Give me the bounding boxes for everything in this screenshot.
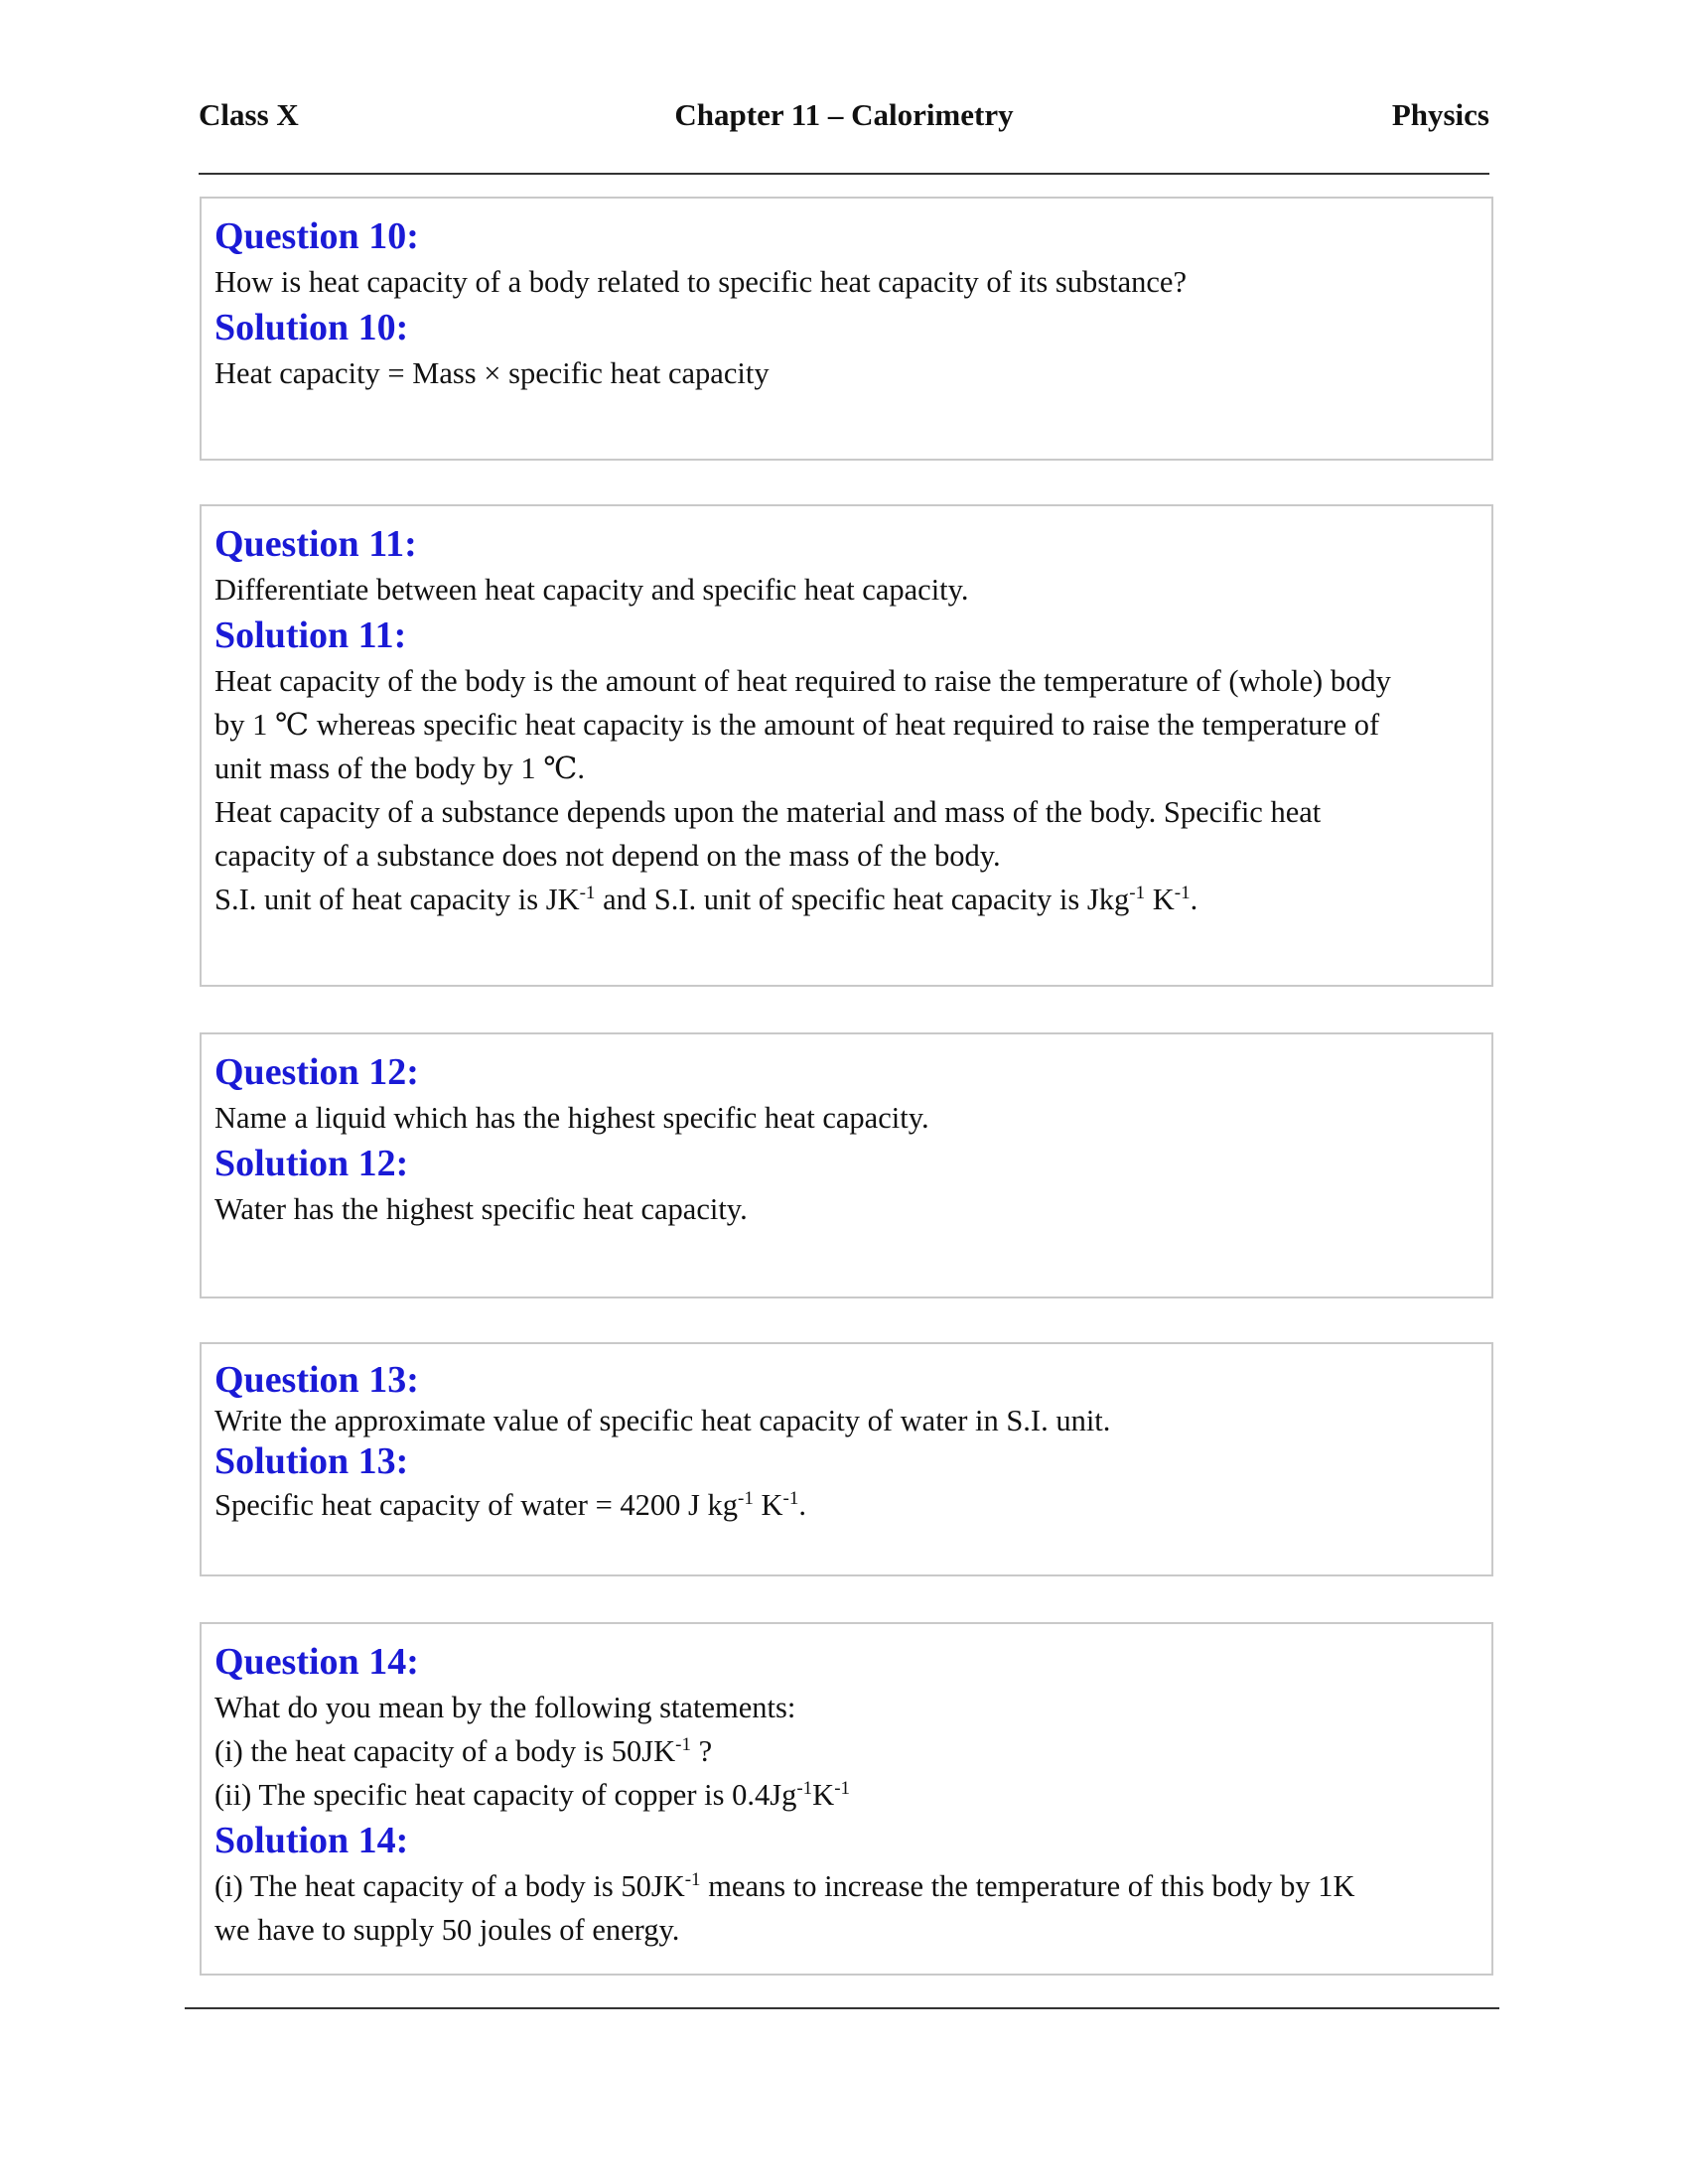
question-12-box [200,1032,1493,1298]
solution-11-line: Heat capacity of the body is the amount of heat required to raise the temperature of (whole) body [214,664,1391,698]
solution-14-line: we have to supply 50 joules of energy. [214,1913,680,1947]
solution-13-text: Specific heat capacity of water = 4200 J $kg^{-1}$ $K^{-1}$. [214,1487,806,1522]
question-14-heading: Question 14: [214,1641,419,1683]
header-divider [199,173,1489,175]
solution-11-line: capacity of a substance does not depend on the mass of the body. [214,839,1001,873]
question-14-text: What do you mean by the following statements: [214,1691,796,1724]
question-12-text: Name a liquid which has the highest specific heat capacity. [214,1101,929,1135]
solution-12-heading: Solution 12: [214,1143,409,1184]
question-10-heading: Question 10: [214,215,419,257]
solution-11-line: by 1 ℃ whereas specific heat capacity is the amount of heat required to raise the temperature of [214,708,1380,742]
subject-label: Physics [1391,97,1489,132]
solution-12-text: Water has the highest specific heat capacity. [214,1192,748,1226]
question-11-heading: Question 11: [214,523,417,565]
solution-11-heading: Solution 11: [214,614,407,656]
question-14-box [200,1622,1493,1976]
question-13-heading: Question 13: [214,1359,419,1401]
solution-11-line: Heat capacity of a substance depends upon the material and mass of the body. Specific heat [214,795,1322,829]
class-label: Class X [199,97,299,132]
question-10-text: How is heat capacity of a body related to specific heat capacity of its substance? [214,265,1187,299]
question-11-text: Differentiate between heat capacity and specific heat capacity. [214,573,969,607]
footer-divider [185,2007,1499,2009]
solution-11-si-units: S.I. unit of heat capacity is $JK^{-1}$ and S.I. unit of specific heat capacity is Jkg$^{-1}$ $K^{-1}$. [214,882,1198,916]
question-11-box [200,504,1493,987]
solution-10-text: Heat capacity = Mass × specific heat capacity [214,356,770,390]
question-13-box [200,1342,1493,1576]
question-13-text: Write the approximate value of specific heat capacity of water in S.I. unit. [214,1404,1111,1437]
solution-13-heading: Solution 13: [214,1440,409,1482]
question-14-item-ii: (ii) The specific heat capacity of copper is $0.4Jg^{-1}K^{-1}$ [214,1777,851,1812]
question-14-item-i: (i) the heat capacity of a body is $50JK^{-1}$ ? [214,1733,713,1768]
solution-10-heading: Solution 10: [214,307,409,348]
solution-11-line: unit mass of the body by 1 ℃. [214,751,585,785]
question-12-heading: Question 12: [214,1051,419,1093]
question-10-box [200,197,1493,461]
solution-14-line: (i) The heat capacity of a body is $50JK^{-1}$ means to increase the temperature of this body by 1K [214,1868,1355,1903]
chapter-title: Chapter 11 – Calorimetry [674,97,1014,132]
solution-14-heading: Solution 14: [214,1820,409,1861]
page-header [199,97,1489,141]
